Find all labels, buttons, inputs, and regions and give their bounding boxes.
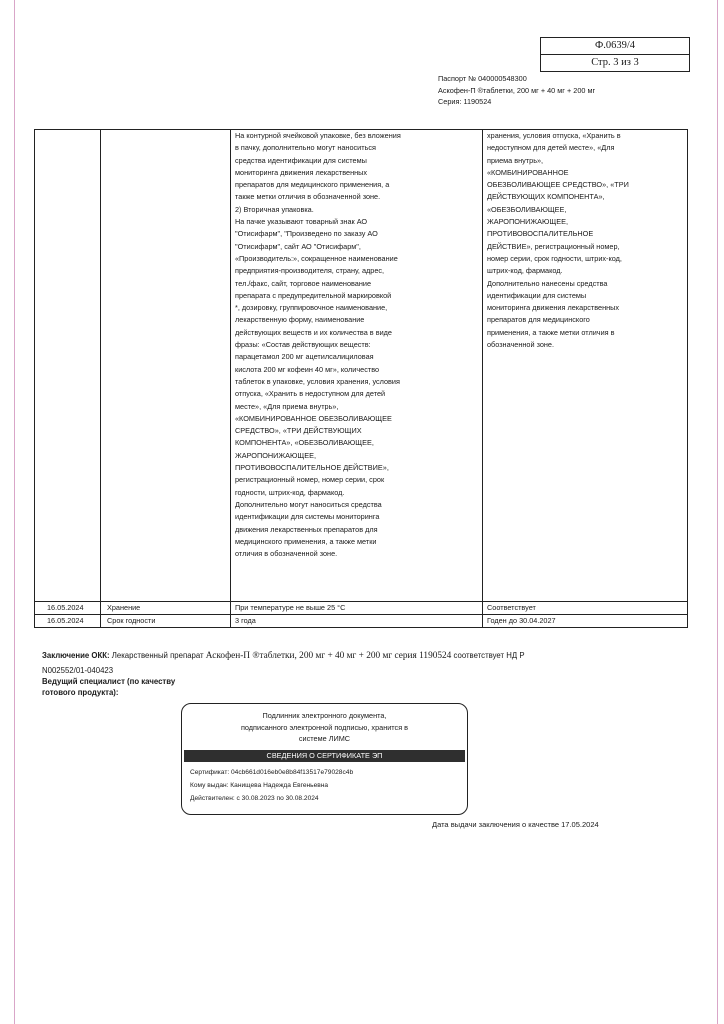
form-code-box [540,37,690,72]
text-line: кислота 200 мг кофеин 40 мг», количество [235,364,380,374]
cell-date: 16.05.2024 [35,615,101,627]
cell-indicator: Хранение [101,602,231,614]
text-line: хранения, условия отпуска, «Хранить в [487,131,621,140]
text-line: регистрационный номер, номер серии, срок [235,475,385,485]
text-line: фразы: «Состав действующих веществ: [235,340,371,350]
conclusion-text-before: Лекарственный препарат [111,651,204,660]
text-line: препаратов для медицинского применения, а [235,180,390,190]
issue-date: Дата выдачи заключения о качестве 17.05.2024 [432,820,599,829]
text-line: идентификации для системы мониторинга [235,512,380,522]
text-line: ЖАРОПОНИЖАЮЩЕЕ, [487,217,568,227]
text-line: На контурной ячейковой упаковке, без вложения [235,131,401,140]
text-line: "Отисифарм", "Произведено по заказу АО [235,229,378,239]
cell-date-empty [35,130,101,601]
left-margin-line [14,0,15,1024]
electronic-signature-stamp [181,703,468,815]
text-line: лекарственную форму, наименование [235,315,365,325]
qc-conclusion [42,648,642,698]
analysis-table [34,129,688,628]
cell-requirement-text [231,130,483,601]
text-line: КОМПОНЕНТА», «ОБЕЗБОЛИВАЮЩЕЕ, [235,438,374,448]
cell-result-text [483,130,687,601]
text-line: ОБЕЗБОЛИВАЮЩЕЕ СРЕДСТВО», «ТРИ [487,180,629,190]
text-line: штрих-код, фармакод. [487,266,563,276]
cell-requirement: 3 года [231,615,483,627]
passport-info [438,73,595,108]
text-line: Дополнительно нанесены средства [487,278,608,288]
text-line: «Производитель:», сокращенное наименование [235,253,398,263]
page-number: Стр. 3 из 3 [541,54,689,71]
cell-date: 16.05.2024 [35,602,101,614]
text-line: парацетамол 200 мг ацетилсалициловая [235,352,374,362]
text-line: идентификации для системы [487,290,587,300]
stamp-line-2: подписанного электронной подписью, хранится в [240,722,409,732]
text-line: препаратов для медицинского [487,315,590,325]
certificate-owner: Кому выдан: Канищева Надежда Евгеньевна [190,781,329,789]
text-line: медицинского применения, а также метки [235,536,377,546]
text-line: таблеток в упаковке, условия хранения, условия [235,376,400,386]
conclusion-nd-number: N002552/01-040423 [42,665,114,675]
table-row [35,614,687,627]
text-line: обозначенной зоне. [487,340,555,350]
text-line: «ОБЕЗБОЛИВАЮЩЕЕ, [487,204,567,214]
text-line: недоступном для детей месте», «Для [487,143,615,153]
passport-number: Паспорт № 040000548300 [438,74,527,83]
text-line: 2) Вторичная упаковка. [235,204,314,214]
stamp-line-1: Подлинник электронного документа, [262,711,387,720]
stamp-header: СВЕДЕНИЯ О СЕРТИФИКАТЕ ЭП [184,750,465,762]
text-line: ПРОТИВОВОСПАЛИТЕЛЬНОЕ [487,229,594,239]
table-row-continued [35,130,687,601]
conclusion-line [42,648,642,665]
text-line: *, дозировку, группировочное наименование, [235,303,388,313]
conclusion-text-after: соответствует НД Р [453,651,525,660]
text-line: отличия в обозначенной зоне. [235,549,338,559]
text-line: в пачку, дополнительно могут наноситься [235,143,376,153]
cell-result: Соответствует [487,603,536,612]
text-line: действующих веществ и их количества в виде [235,327,392,337]
form-code: Ф.0639/4 [594,40,636,51]
text-line: номер серии, срок годности, штрих-код, [487,253,622,263]
text-line: тел./факс, сайт, торговое наименование [235,278,372,288]
text-line: отпуска, «Хранить в недоступном для детей [235,389,386,399]
certificate-validity: Действителен: с 30.08.2023 по 30.08.2024 [190,794,319,802]
conclusion-product: Аскофен-П ®таблетки, 200 мг + 40 мг + 200 мг серия 1190524 [205,651,452,661]
text-line: приема внутрь», [487,155,544,165]
text-line: мониторинга движения лекарственных [235,167,368,177]
text-line: ПРОТИВОВОСПАЛИТЕЛЬНОЕ ДЕЙСТВИЕ», [235,463,389,473]
text-line: месте», «Для приема внутрь», [235,401,339,411]
text-line: мониторинга движения лекарственных [487,303,620,313]
text-line: "Отисифарм", сайт АО "Отисифарм", [235,241,361,251]
text-line: предприятия-производителя, страну, адрес, [235,266,385,276]
cell-indicator-empty [101,130,231,601]
passport-series: Серия: 1190524 [438,97,492,106]
text-line: препарата с предупредительной маркировкой [235,290,392,300]
text-line: применения, а также метки отличия в [487,327,615,337]
conclusion-label: Заключение ОКК: [42,651,110,660]
text-line: ДЕЙСТВИЕ», регистрационный номер, [487,241,620,251]
text-line: движения лекарственных препаратов для [235,524,378,534]
certificate-id: Сертификат: 04cb661d016eb0e8b84f13517e79028c4b [190,768,354,776]
stamp-line-3: системе ЛИМС [298,734,351,743]
cell-requirement: При температуре не выше 25 °С [231,602,483,614]
text-line: Дополнительно могут наноситься средства [235,499,382,509]
table-row [35,601,687,614]
text-line: «КОМБИНИРОВАННОЕ ОБЕЗБОЛИВАЮЩЕЕ [235,413,392,423]
text-line: также метки отличия в обозначенной зоне. [235,192,381,202]
text-line: СРЕДСТВО», «ТРИ ДЕЙСТВУЮЩИХ [235,426,362,436]
specialist-label-1: Ведущий специалист (по качеству [42,676,176,686]
text-line: На пачке указывают товарный знак АО [235,217,368,227]
text-line: «КОМБИНИРОВАННОЕ [487,167,569,177]
text-line: средства идентификации для системы [235,155,367,165]
text-line: ДЕЙСТВУЮЩИХ КОМПОНЕНТА», [487,192,605,202]
text-line: годности, штрих-код, фармакод. [235,487,345,497]
right-margin-line [717,0,718,1024]
specialist-label-2: готового продукта): [42,687,119,697]
cell-result: Годен до 30.04.2027 [487,616,556,625]
text-line: ЖАРОПОНИЖАЮЩЕЕ, [235,450,316,460]
passport-product: Аскофен-П ®таблетки, 200 мг + 40 мг + 200 мг [438,85,596,95]
cell-indicator: Срок годности [101,615,231,627]
